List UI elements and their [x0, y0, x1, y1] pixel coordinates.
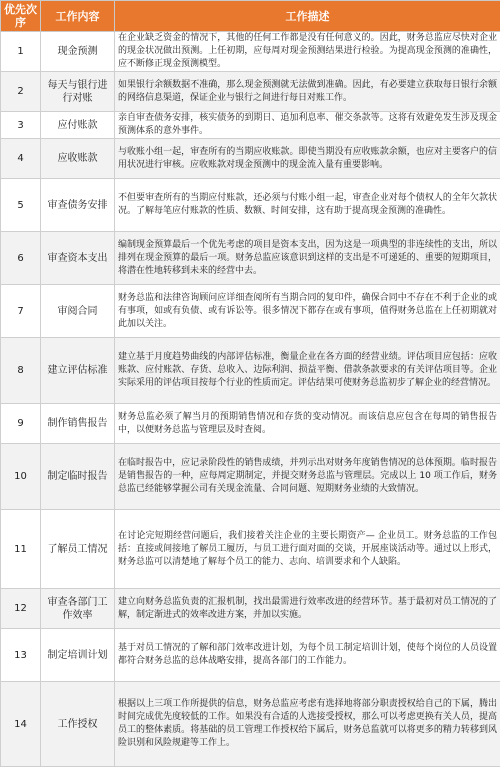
work-description: 不但要审查所有的当期应付账款，还必须与付账小组一起，审查企业对每个债权人的全年欠款状况。了解每笔应付账款的性质、数额、时间安排，这有助于提高现金预测的准确性。 [115, 179, 500, 232]
header-description: 工作描述 [115, 1, 500, 32]
table-row [1, 404, 500, 444]
work-description: 基于对员工情况的了解和部门效率改进计划，为每个员工制定培训计划，使每个岗位的人员设置都符合财务总监的总体战略安排，提高各部门的工作能力。 [115, 629, 500, 682]
table-row [1, 139, 500, 179]
table-row [1, 589, 500, 629]
header-row [1, 1, 500, 32]
row-number: 5 [1, 179, 41, 232]
work-description: 建立基于月度趋势曲线的内部评估标准，衡量企业在各方面的经营业绩。评估项目应包括：应收账款、应付账款、存货、总收入、边际利润、损益平衡、借款条款要求的有关评估项目等。企业实际采用的评估项目按每个行业的性质而定。评估结果可使财务总监初步了解企业的经营情况。 [115, 338, 500, 404]
work-description: 编制现金预算最后一个优先考虑的项目是资本支出，因为这是一项典型的非连续性的支出，所以排列在现金预算的最后一项。财务总监应该意识到这样的支出是不可递延的、重要的短期项目，将潜在性地转移到未来的经营中去。 [115, 232, 500, 285]
work-item: 了解员工情况 [41, 510, 115, 589]
work-description: 在企业缺乏资金的情况下，其他的任何工作都是没有任何意义的。因此，财务总监应尽快对企业的现金状况做出预测。上任初期，应每周对现金预测结果进行检验。为提高现金预测的准确性，应不断修正现金预测模型。 [115, 32, 500, 72]
row-number: 8 [1, 338, 41, 404]
work-item: 现金预测 [41, 32, 115, 72]
header-priority: 优先次序 [1, 1, 41, 32]
work-item: 制定临时报告 [41, 444, 115, 510]
table-row [1, 72, 500, 112]
table-row [1, 179, 500, 232]
row-number: 10 [1, 444, 41, 510]
work-description: 在讨论完短期经营问题后，我们接着关注企业的主要长期资产— 企业员工。财务总监的工作包括：直接或间接地了解员工履历，与员工进行面对面的交谈，开展座谈活动等。通过以上形式，财务总监可以清楚地了解每个员工的能力、志向、培训要求和个人缺陷。 [115, 510, 500, 589]
table-row [1, 32, 500, 72]
work-description: 建立向财务总监负责的汇报机制，找出最需进行效率改进的经营环节。基于最初对员工情况的了解，制定渐进式的效率改进方案，并加以实施。 [115, 589, 500, 629]
work-item: 制定培训计划 [41, 629, 115, 682]
table-row [1, 629, 500, 682]
table-row [1, 112, 500, 139]
work-item: 应收账款 [41, 139, 115, 179]
table-row [1, 444, 500, 510]
work-description: 如果银行余额数据不准确，那么现金预测就无法做到准确。因此，有必要建立获取每日银行余额的网络信息渠道，保证企业与银行之间进行每日对账工作。 [115, 72, 500, 112]
work-description: 财务总监和法律咨询顾问应详细查阅所有当期合同的复印件，确保合同中不存在不利于企业的或有事项，如或有负债、或有诉讼等。很多情况下都存在或有事项，值得财务总监在上任初期就对此加以关注。 [115, 285, 500, 338]
work-item: 工作授权 [41, 682, 115, 767]
work-description: 与收账小组一起，审查所有的当期应收账款。即使当期没有应收账款余额，也应对主要客户的信用状况进行审核。应收账款对现金预测中的现金流入量有重要影响。 [115, 139, 500, 179]
work-item: 应付账款 [41, 112, 115, 139]
table-row [1, 232, 500, 285]
row-number: 7 [1, 285, 41, 338]
row-number: 11 [1, 510, 41, 589]
row-number: 14 [1, 682, 41, 767]
work-item: 建立评估标准 [41, 338, 115, 404]
table-row [1, 682, 500, 767]
row-number: 1 [1, 32, 41, 72]
work-description: 财务总监必须了解当月的预期销售情况和存货的变动情况。而该信息应包含在每周的销售报告中，以便财务总监与管理层及时查阅。 [115, 404, 500, 444]
row-number: 2 [1, 72, 41, 112]
row-number: 6 [1, 232, 41, 285]
header-content: 工作内容 [41, 1, 115, 32]
work-item: 制作销售报告 [41, 404, 115, 444]
work-item: 审查债务安排 [41, 179, 115, 232]
row-number: 4 [1, 139, 41, 179]
table-row [1, 285, 500, 338]
work-item: 审查各部门工作效率 [41, 589, 115, 629]
row-number: 13 [1, 629, 41, 682]
table-row [1, 510, 500, 589]
work-description: 根据以上三项工作所提供的信息，财务总监应考虑有选择地将部分职责授权给自己的下属，腾出时间完成优先度较低的工作。如果没有合适的人选接受授权，那么可以考虑更换有关人员，提高员工的整体素质。将基础的员工管理工作授权给下属后，财务总监就可以将更多的精力转移到风险识别和风险规避等工作上。 [115, 682, 500, 767]
work-item: 每天与银行进行对账 [41, 72, 115, 112]
work-description: 亲自审查债务安排，核实债务的到期日、追加利息率、催交条款等。这将有效避免发生涉及现金预测体系的意外事件。 [115, 112, 500, 139]
work-item: 审查资本支出 [41, 232, 115, 285]
table-row [1, 338, 500, 404]
row-number: 12 [1, 589, 41, 629]
work-item: 审阅合同 [41, 285, 115, 338]
row-number: 9 [1, 404, 41, 444]
work-description: 在临时报告中，应记录阶段性的销售成绩，并列示出对财务年度销售情况的总体预期。临时报告是销售报告的一种，应每周定期制定，并提交财务总监与管理层。完成以上 10 项工作后，财务总监已经能够掌握公司有关现金流量、合同问题、短期财务业绩的大致情况。 [115, 444, 500, 510]
row-number: 3 [1, 112, 41, 139]
